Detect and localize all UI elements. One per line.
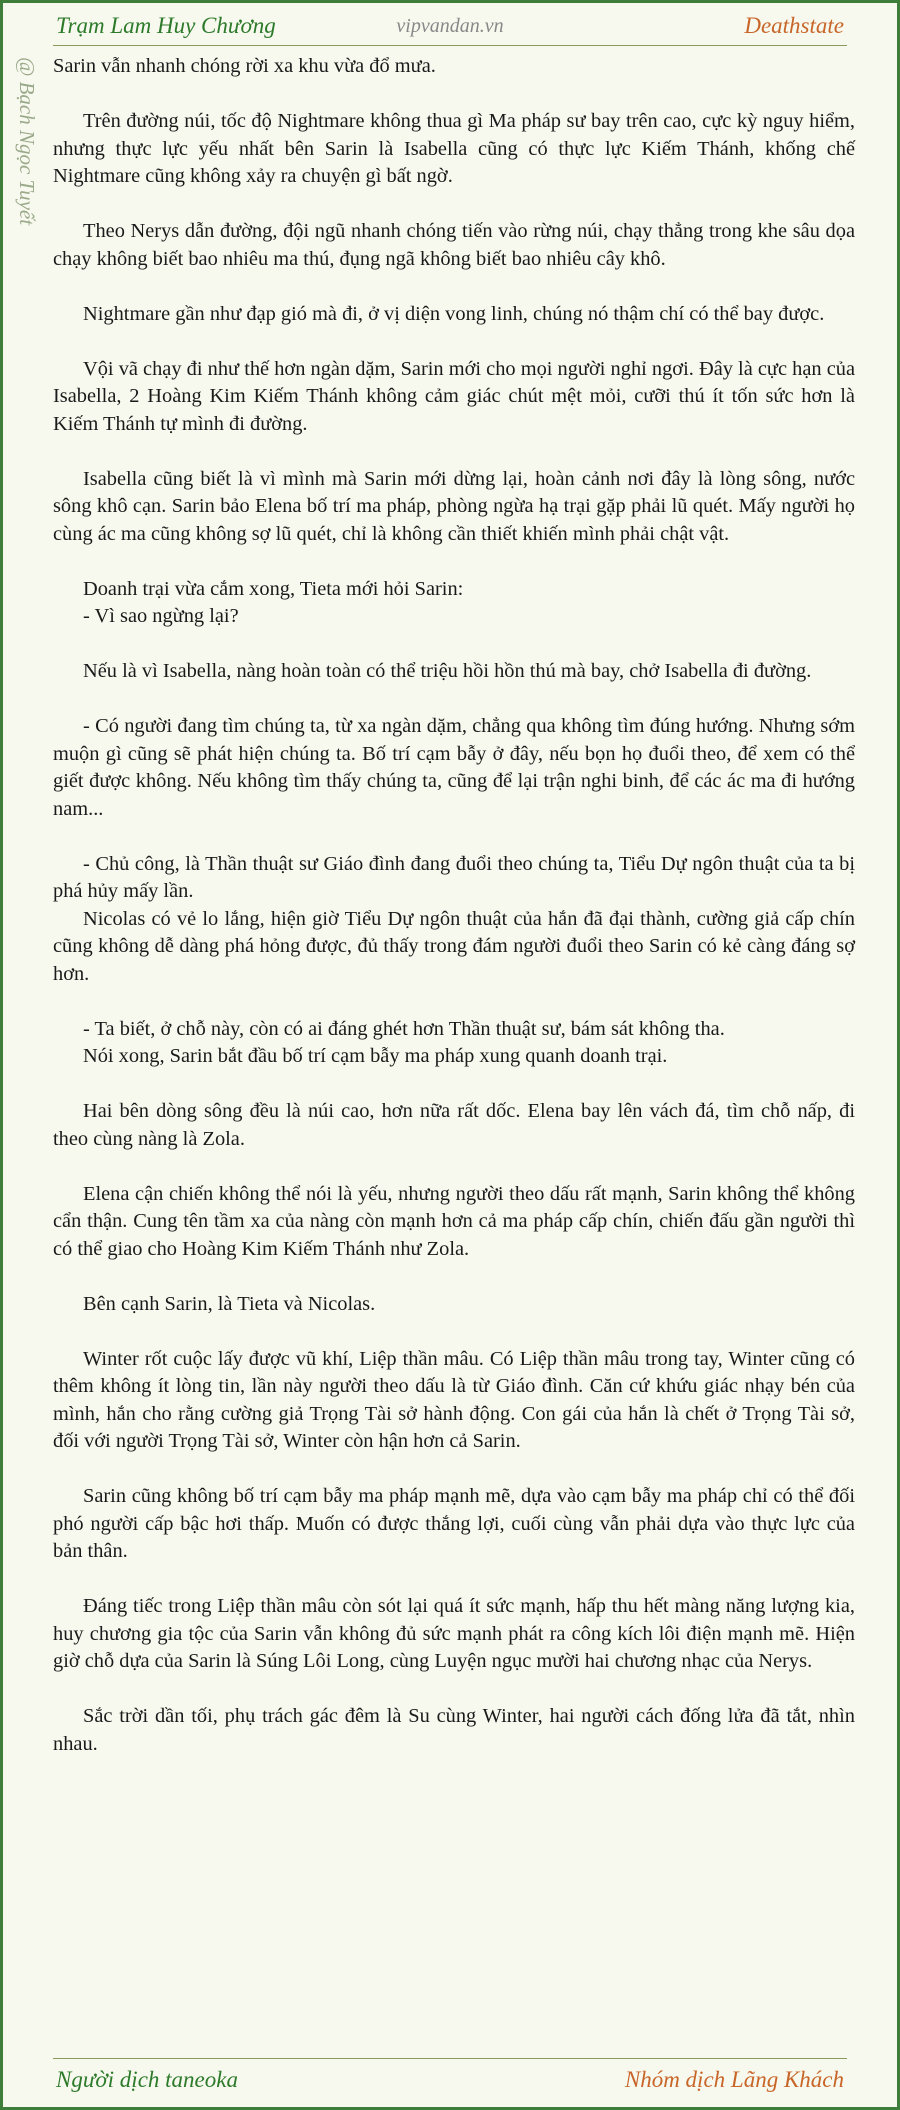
paragraph: Doanh trại vừa cắm xong, Tieta mới hỏi Sarin: — [83, 577, 464, 600]
dialogue-line: - Chủ công, là Thần thuật sư Giáo đình đang đuổi theo chúng ta, Tiểu Dự ngôn thuật của ta bị phá hủy mấy lần. — [53, 852, 855, 902]
paragraph: Trên đường núi, tốc độ Nightmare không thua gì Ma pháp sư bay trên cao, cực kỳ nguy hiểm, nhưng thực lực yếu nhất bên Sarin là Isabella cũng có thực lực Kiếm Thánh, khống chế Nightmare cũng không xảy ra chuyện gì bất ngờ. — [53, 110, 855, 187]
paragraph: Nicolas có vẻ lo lắng, hiện giờ Tiểu Dự ngôn thuật của hắn đã đại thành, cường giả cấp chín cũng không dễ dàng phá hỏng được, đủ thấy trong đám người đuổi theo Sarin có kẻ càng đáng sợ hơn. — [53, 907, 855, 985]
page-footer — [53, 2058, 847, 2099]
paragraph: Nightmare gần như đạp gió mà đi, ở vị diện vong linh, chúng nó thậm chí có thể bay được. — [83, 302, 825, 325]
paragraph: Sarin vẫn nhanh chóng rời xa khu vừa đổ mưa. — [53, 55, 436, 77]
paragraph: Isabella cũng biết là vì mình mà Sarin mới dừng lại, hoàn cảnh nơi đây là lòng sông, nước sông khô cạn. Sarin bảo Elena bố trí ma pháp, phòng ngừa hạ trại gặp phải lũ quét. Mấy người họ cùng ác ma cũng không sợ lũ quét, chỉ là không cần thiết khiến mình phải chật vật. — [53, 467, 855, 545]
chapter-text — [53, 53, 855, 1786]
paragraph: Đáng tiếc trong Liệp thần mâu còn sót lại quá ít sức mạnh, hấp thu hết màng năng lượng kia, huy chương gia tộc của Sarin vẫn không đủ sức mạnh phát ra công kích lôi điện mạnh mẽ. Hiện giờ chỗ dựa của Sarin là Súng Lôi Long, cùng Luyện ngục mười hai chương nhạc của Nerys. — [53, 1595, 855, 1672]
watermark-text: @ Bạch Ngọc Tuyết — [15, 57, 39, 226]
paragraph: Sắc trời dần tối, phụ trách gác đêm là Su cùng Winter, hai người cách đống lửa đã tắt, nhìn nhau. — [53, 1705, 855, 1755]
page-header — [53, 9, 847, 46]
header-site-name: Trạm Lam Huy Chương — [56, 13, 276, 38]
header-url: vipvandan.vn — [396, 15, 504, 37]
paragraph: Bên cạnh Sarin, là Tieta và Nicolas. — [83, 1292, 376, 1315]
paragraph: Nói xong, Sarin bắt đầu bố trí cạm bẫy ma pháp xung quanh doanh trại. — [83, 1045, 668, 1067]
footer-translator: Người dịch taneoka — [56, 2067, 238, 2092]
paragraph: Hai bên dòng sông đều là núi cao, hơn nữa rất dốc. Elena bay lên vách đá, tìm chỗ nấp, đi theo cùng nàng là Zola. — [53, 1100, 855, 1150]
side-watermark — [14, 57, 40, 277]
paragraph: Elena cận chiến không thể nói là yếu, nhưng người theo dấu rất mạnh, Sarin không thể không cẩn thận. Cung tên tầm xa của nàng còn mạnh hơn cả ma pháp cấp chín, chiến đấu gần người thì có thể giao cho Hoàng Kim Kiếm Thánh như Zola. — [53, 1182, 855, 1260]
paragraph: Theo Nerys dẫn đường, đội ngũ nhanh chóng tiến vào rừng núi, chạy thẳng trong khe sâu dọa chạy không biết bao nhiêu ma thú, đụng ngã không biết bao nhiêu cây khô. — [53, 220, 855, 270]
paragraph: Winter rốt cuộc lấy được vũ khí, Liệp thần mâu. Có Liệp thần mâu trong tay, Winter cũng có thêm không ít lòng tin, lần này người theo dấu là từ Giáo đình. Căn cứ khứu giác nhạy bén của mình, hắn cho rằng cường giả Trọng Tài sở hành động. Con gái của hắn là chết ở Trọng Tài sở, đối với người Trọng Tài sở, Winter còn hận hơn cả Sarin. — [53, 1347, 855, 1452]
dialogue-line: - Có người đang tìm chúng ta, từ xa ngàn dặm, chẳng qua không tìm đúng hướng. Nhưng sớm muộn gì cũng sẽ phát hiện chúng ta. Bố trí cạm bẫy ở đây, nếu bọn họ đuổi theo, để xem có thể giết được không. Nếu không tìm thấy chúng ta, cũng để lại trận nghi binh, để các ác ma đi hướng nam... — [53, 715, 855, 820]
header-book-title: Deathstate — [744, 13, 844, 38]
dialogue-line: - Vì sao ngừng lại? — [83, 605, 239, 627]
paragraph: Nếu là vì Isabella, nàng hoàn toàn có thể triệu hồi hồn thú mà bay, chở Isabella đi đường. — [83, 660, 812, 682]
dialogue-line: - Ta biết, ở chỗ này, còn có ai đáng ghét hơn Thần thuật sư, bám sát không tha. — [83, 1017, 725, 1040]
paragraph: Vội vã chạy đi như thế hơn ngàn dặm, Sarin mới cho mọi người nghỉ ngơi. Đây là cực hạn của Isabella, 2 Hoàng Kim Kiếm Thánh không cảm giác chút mệt mỏi, cưỡi thú ít tốn sức hơn là Kiếm Thánh tự mình đi đường. — [53, 357, 855, 435]
paragraph: Sarin cũng không bố trí cạm bẫy ma pháp mạnh mẽ, dựa vào cạm bẫy ma pháp chỉ có thể đối phó người cấp bậc hơi thấp. Muốn có được thắng lợi, cuối cùng vẫn phải dựa vào thực lực của bản thân. — [53, 1485, 855, 1562]
footer-group: Nhóm dịch Lãng Khách — [624, 2067, 844, 2092]
